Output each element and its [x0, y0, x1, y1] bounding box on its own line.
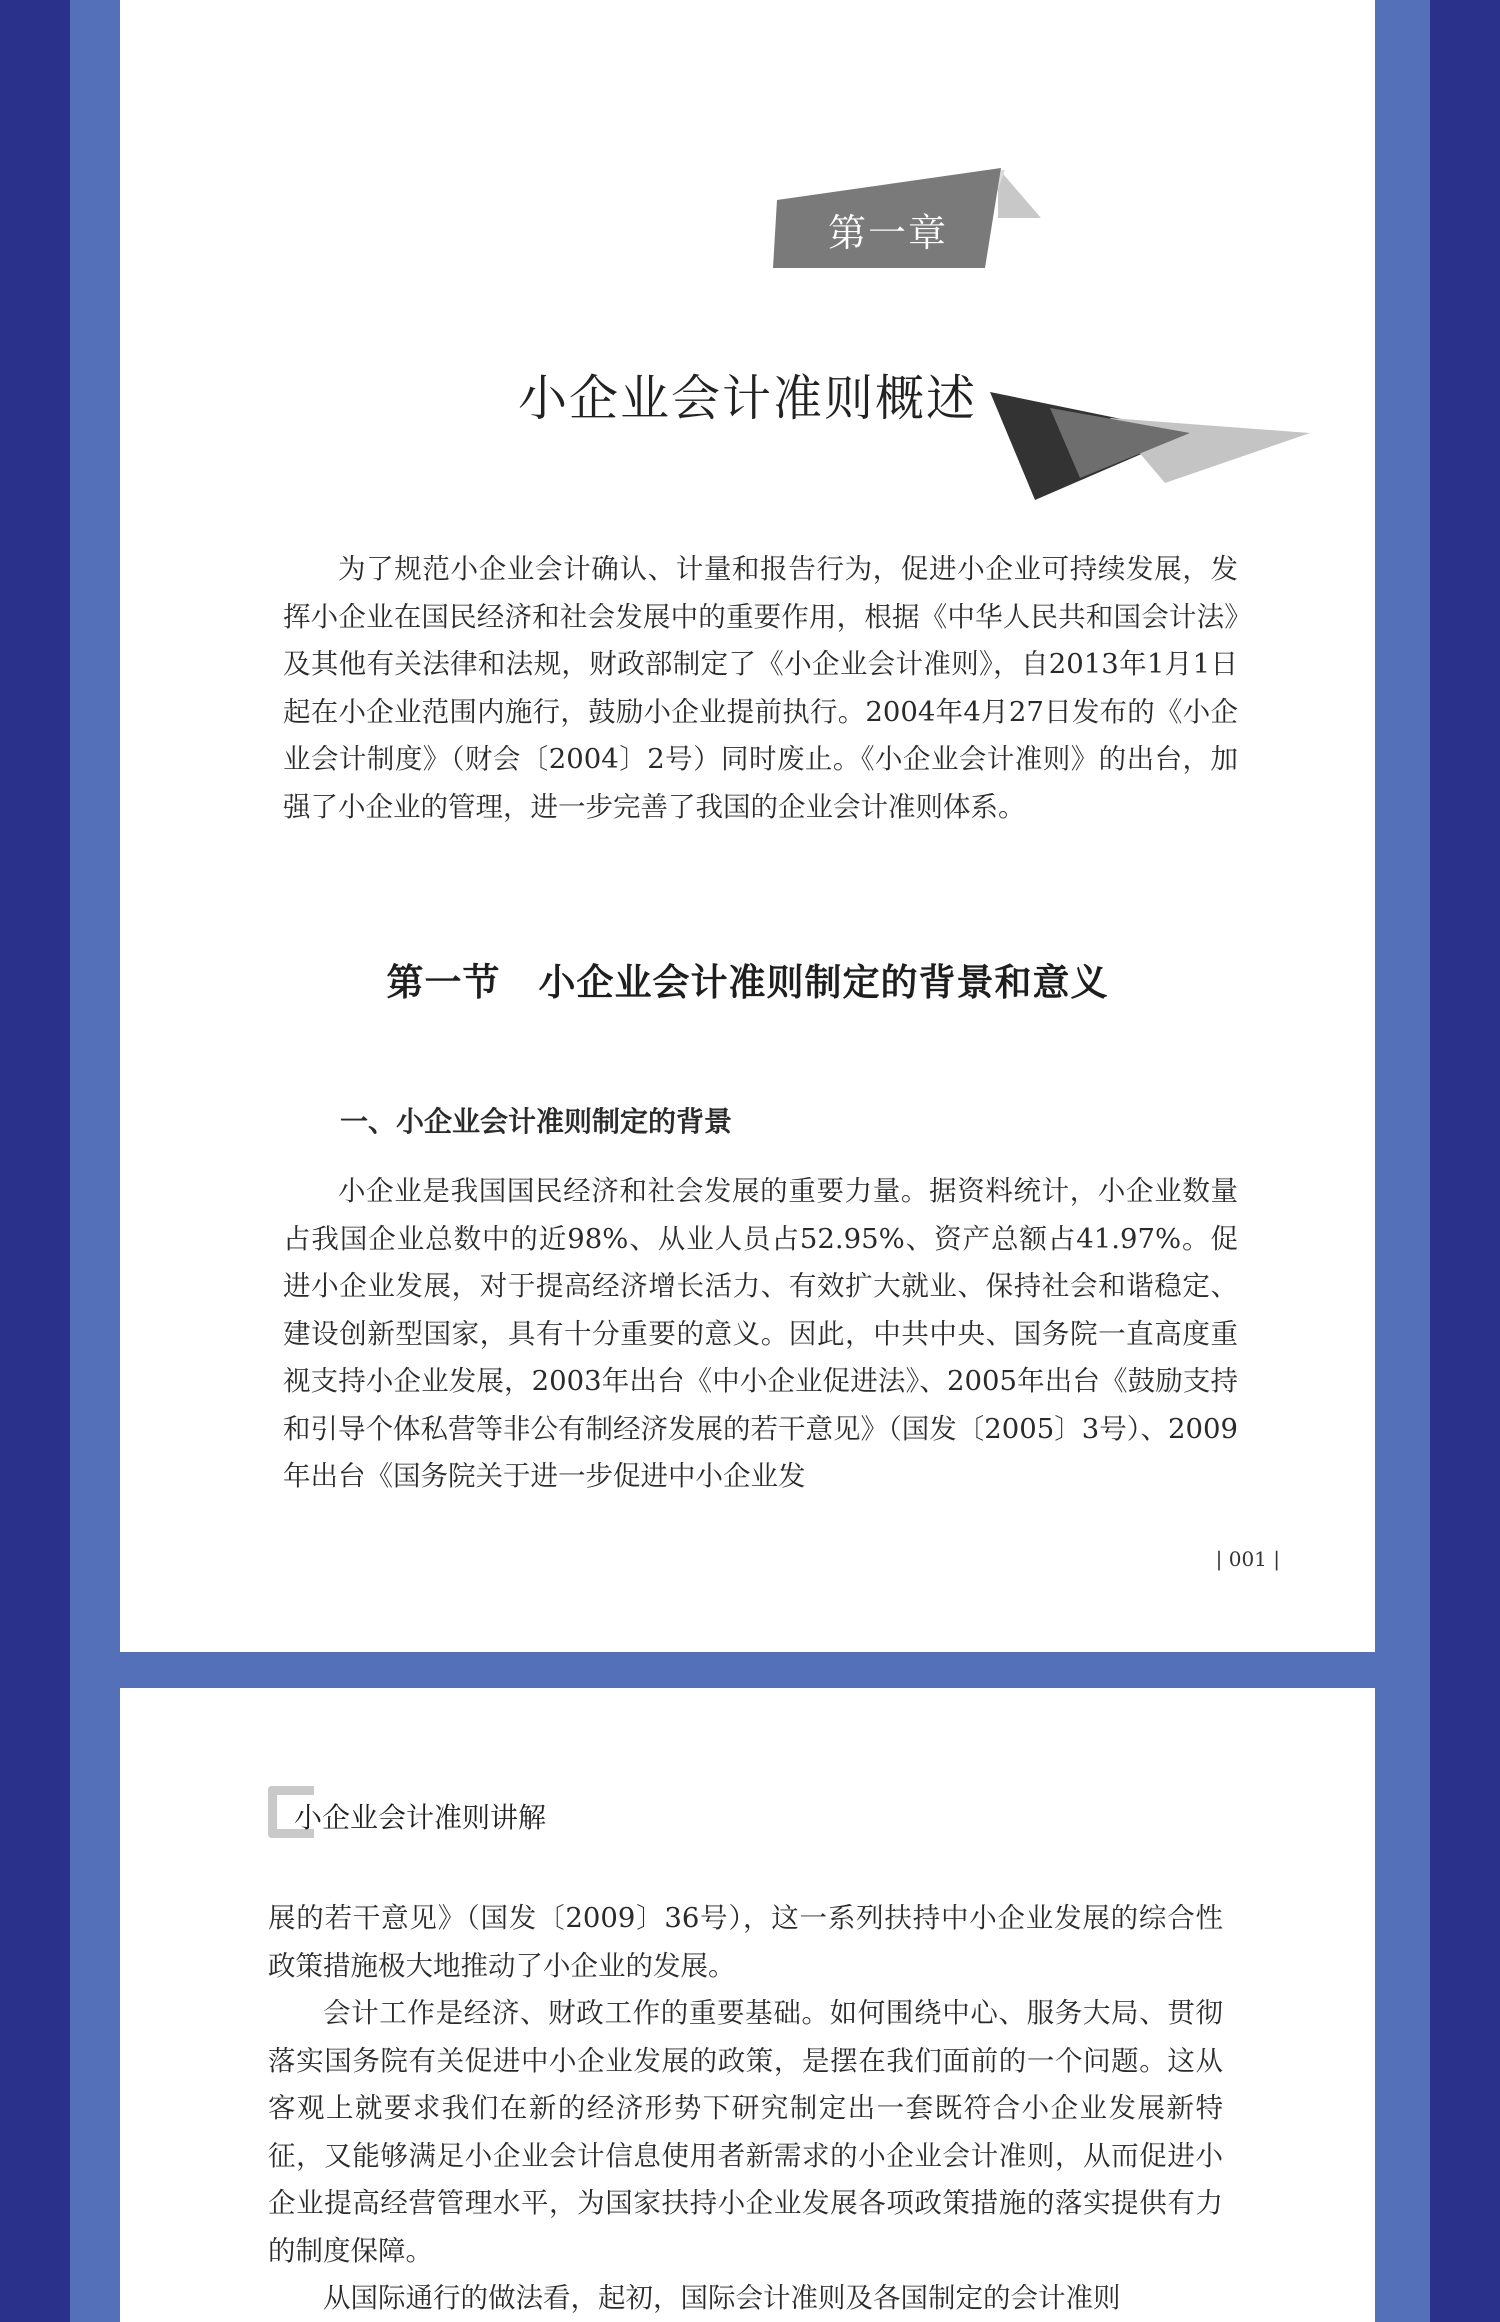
- paragraph: 展的若干意见》（国发〔2009〕36号），这一系列扶持中小企业发展的综合性政策措施极大地推动了小企业的发展。: [268, 1902, 1223, 1982]
- intro-paragraph: 为了规范小企业会计确认、计量和报告行为，促进小企业可持续发展，发挥小企业在国民经济和社会发展中的重要作用，根据《中华人民共和国会计法》及其他有关法律和法规，财政部制定了《小企业会计准则》，自2013年1月1日起在小企业范围内施行，鼓励小企业提前执行。2004年4月27日发布的《小企业会计制度》（财会〔2004〕2号）同时废止。《小企业会计准则》的出台，加强了小企业的管理，进一步完善了我国的企业会计准则体系。: [283, 553, 1238, 823]
- chapter-banner: [773, 160, 1041, 268]
- section-title: 第一节 小企业会计准则制定的背景和意义: [386, 961, 1109, 1004]
- intro-text: [283, 546, 1238, 831]
- paragraph: 从国际通行的做法看，起初，国际会计准则及各国制定的会计准则: [323, 2282, 1121, 2314]
- chapter-title: 小企业会计准则概述: [517, 370, 977, 427]
- title-decoration-icon: [990, 388, 1310, 503]
- book-page-001: [120, 0, 1375, 1652]
- paragraph: 会计工作是经济、财政工作的重要基础。如何围绕中心、服务大局、贯彻落实国务院有关促进中小企业发展的政策，是摆在我们面前的一个问题。这从客观上就要求我们在新的经济形势下研究制定出一套既符合小企业发展新特征，又能够满足小企业会计信息使用者新需求的小企业会计准则，从而促进小企业提高经营管理水平，为国家扶持小企业发展各项政策措施的落实提供有力的制度保障。: [268, 1997, 1223, 2267]
- book-page-002: [120, 1688, 1375, 2322]
- subsection-title: 一、小企业会计准则制定的背景: [340, 1105, 733, 1138]
- page2-text: [268, 1895, 1223, 2322]
- chapter-label: 第一章: [827, 211, 948, 255]
- running-header-title: 小企业会计准则讲解: [294, 1801, 547, 1834]
- body-paragraph: 小企业是我国国民经济和社会发展的重要力量。据资料统计，小企业数量占我国企业总数中的近98%、从业人员占52.95%、资产总额占41.97%。促进小企业发展，对于提高经济增长活力、有效扩大就业、保持社会和谐稳定、建设创新型国家，具有十分重要的意义。因此，中共中央、国务院一直高度重视支持小企业发展，2003年出台《中小企业促进法》、2005年出台《鼓励支持和引导个体私营等非公有制经济发展的若干意见》（国发〔2005〕3号）、2009年出台《国务院关于进一步促进中小企业发: [283, 1175, 1238, 1492]
- page-number: | 001 |: [1215, 1547, 1280, 1571]
- body-text: [283, 1168, 1238, 1501]
